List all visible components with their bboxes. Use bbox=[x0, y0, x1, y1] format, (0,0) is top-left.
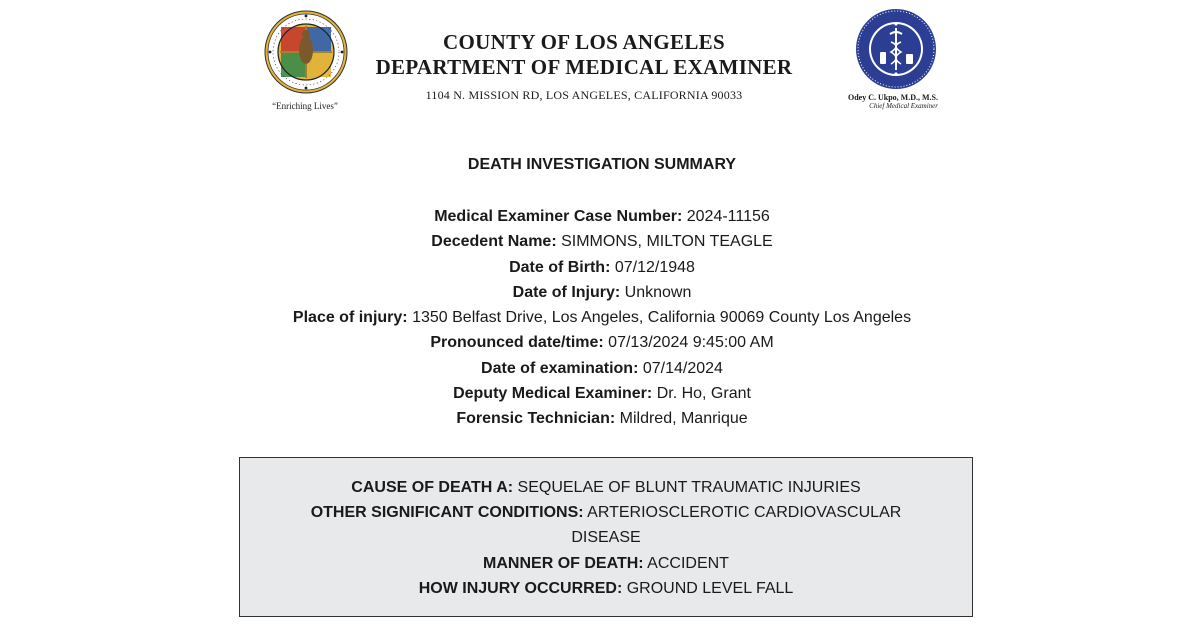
detail-label: Date of examination: bbox=[481, 359, 639, 377]
county-seal-icon bbox=[264, 10, 348, 94]
detail-label: Forensic Technician: bbox=[456, 410, 616, 428]
summary-label: OTHER SIGNIFICANT CONDITIONS: bbox=[310, 504, 584, 522]
detail-row bbox=[0, 255, 1200, 280]
detail-row bbox=[0, 229, 1200, 254]
summary-value: ARTERIOSCLEROTIC CARDIOVASCULAR DISEASE bbox=[571, 504, 902, 547]
case-details bbox=[0, 204, 1200, 432]
county-name: COUNTY OF LOS ANGELES bbox=[443, 30, 725, 54]
summary-value: ACCIDENT bbox=[647, 554, 729, 572]
cause-of-death-box bbox=[239, 457, 973, 617]
official-name: Odey C. Ukpo, M.D., M.S. bbox=[847, 93, 938, 102]
department-address: 1104 N. MISSION RD, LOS ANGELES, CALIFORNIA 90033 bbox=[425, 88, 743, 102]
detail-label: Deputy Medical Examiner: bbox=[453, 385, 653, 403]
detail-row bbox=[0, 356, 1200, 381]
medical-examiner-seal-icon bbox=[855, 8, 937, 90]
other-conditions-row bbox=[280, 500, 932, 550]
letterhead bbox=[360, 30, 808, 103]
detail-value: Dr. Ho, Grant bbox=[656, 385, 751, 403]
detail-row bbox=[0, 406, 1200, 431]
summary-label: MANNER OF DEATH: bbox=[483, 554, 644, 572]
manner-of-death-row bbox=[280, 551, 932, 576]
motto: “Enriching Lives” bbox=[272, 101, 338, 111]
department-name: DEPARTMENT OF MEDICAL EXAMINER bbox=[375, 55, 793, 79]
summary-value: GROUND LEVEL FALL bbox=[626, 579, 794, 597]
detail-row bbox=[0, 330, 1200, 355]
detail-label: Date of Birth: bbox=[509, 258, 611, 276]
summary-label: HOW INJURY OCCURRED: bbox=[418, 579, 623, 597]
detail-value: SIMMONS, MILTON TEAGLE bbox=[561, 233, 773, 251]
detail-label: Decedent Name: bbox=[431, 233, 557, 251]
detail-value: 07/14/2024 bbox=[642, 359, 723, 377]
detail-label: Medical Examiner Case Number: bbox=[434, 208, 683, 225]
detail-row bbox=[0, 204, 1200, 229]
summary-value: SEQUELAE OF BLUNT TRAUMATIC INJURIES bbox=[517, 479, 861, 496]
official-signature-block bbox=[800, 93, 938, 110]
detail-row bbox=[0, 280, 1200, 305]
detail-row bbox=[0, 305, 1200, 330]
summary-label: CAUSE OF DEATH A: bbox=[351, 479, 514, 496]
detail-value: 07/12/1948 bbox=[614, 258, 695, 276]
cause-of-death-row bbox=[280, 475, 932, 500]
detail-value: 07/13/2024 9:45:00 AM bbox=[608, 334, 774, 352]
detail-label: Pronounced date/time: bbox=[430, 334, 604, 352]
detail-label: Place of injury: bbox=[292, 309, 408, 327]
detail-value: Unknown bbox=[624, 283, 692, 301]
detail-row bbox=[0, 381, 1200, 406]
detail-value: 2024-11156 bbox=[686, 208, 770, 225]
detail-value: Mildred, Manrique bbox=[619, 410, 748, 428]
detail-label: Date of Injury: bbox=[512, 283, 621, 301]
document-title: DEATH INVESTIGATION SUMMARY bbox=[467, 156, 737, 173]
how-injury-occurred-row bbox=[280, 576, 932, 601]
detail-value: 1350 Belfast Drive, Los Angeles, California 90069 County Los Angeles bbox=[412, 309, 912, 327]
official-title: Chief Medical Examiner bbox=[869, 102, 938, 110]
